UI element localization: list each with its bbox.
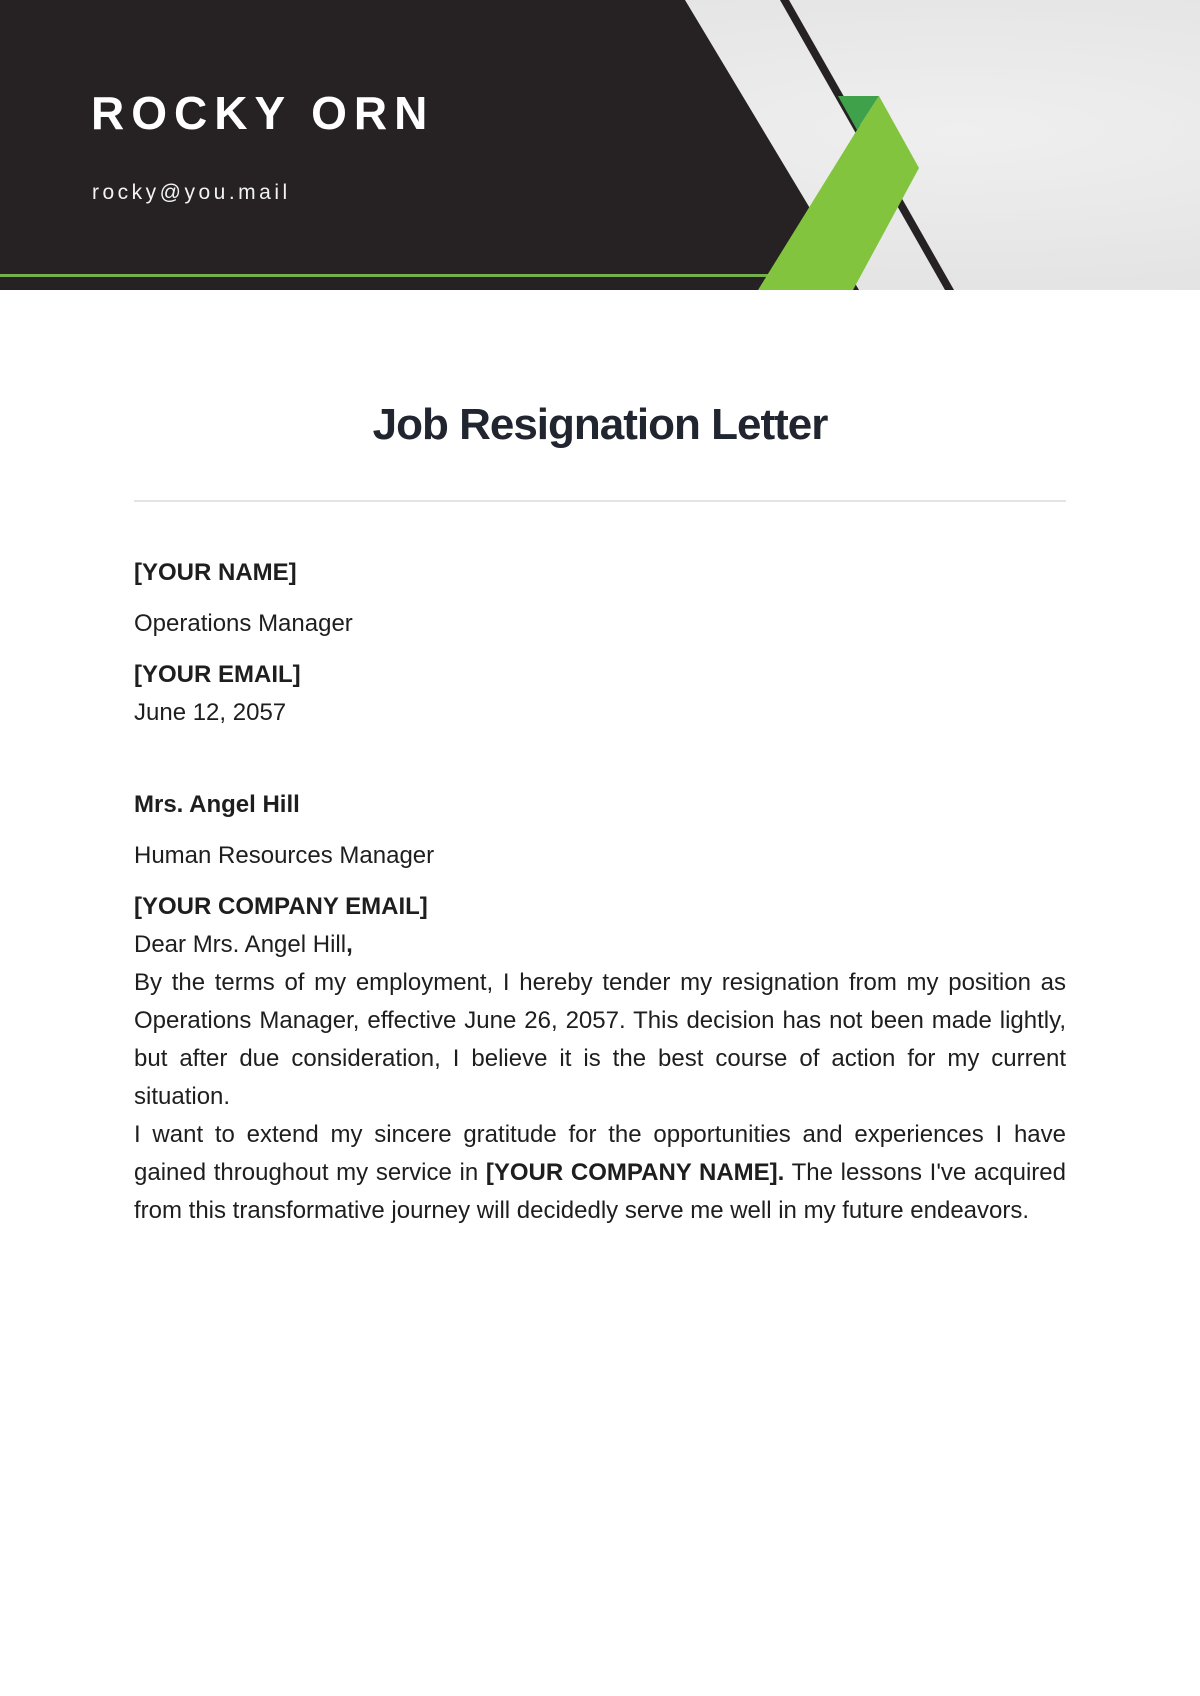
letter-date: June 12, 2057 [134,699,287,726]
sender-email-placeholder: [YOUR EMAIL] [134,661,301,688]
greeting-text: Dear Mrs. Angel Hill [134,931,347,958]
sender-display-email: rocky@you.mail [92,181,291,204]
company-name-placeholder: [YOUR COMPANY NAME]. [485,1159,785,1186]
title-divider [134,500,1066,502]
green-underline [0,274,768,277]
paragraph-gratitude [134,1116,1066,1230]
paragraph-resignation: By the terms of my employment, I hereby tender my resignation from my position as Operations Manager, effective June 26, 2057. This decision has not been made lightly, but after due consideration, I believe it is the best course of action for my current situation. [134,969,1066,1110]
sender-name-placeholder: [YOUR NAME] [134,559,297,586]
recipient-role: Human Resources Manager [134,842,435,869]
header-graphic [0,0,1200,290]
sender-role: Operations Manager [134,610,353,637]
recipient-block [134,786,1066,926]
paragraph-gratitude-start: I want to extend my sincere gratitude for the opportunities and experiences I have gained throughout my service in [134,1121,1066,1186]
page-title: Job Resignation Letter [372,400,828,449]
greeting-punctuation: , [346,931,353,958]
recipient-name: Mrs. Angel Hill [134,791,300,818]
greeting-line [134,926,1066,964]
paragraph-gratitude-end: The lessons I've acquired from this transformative journey will decidedly serve me well in my future endeavors. [134,1159,1066,1224]
header-banner [0,0,1200,290]
sender-display-name: ROCKY ORN [91,87,435,139]
recipient-email-placeholder: [YOUR COMPANY EMAIL] [134,893,428,920]
letter-body [0,554,1200,1230]
sender-block [134,554,1066,694]
